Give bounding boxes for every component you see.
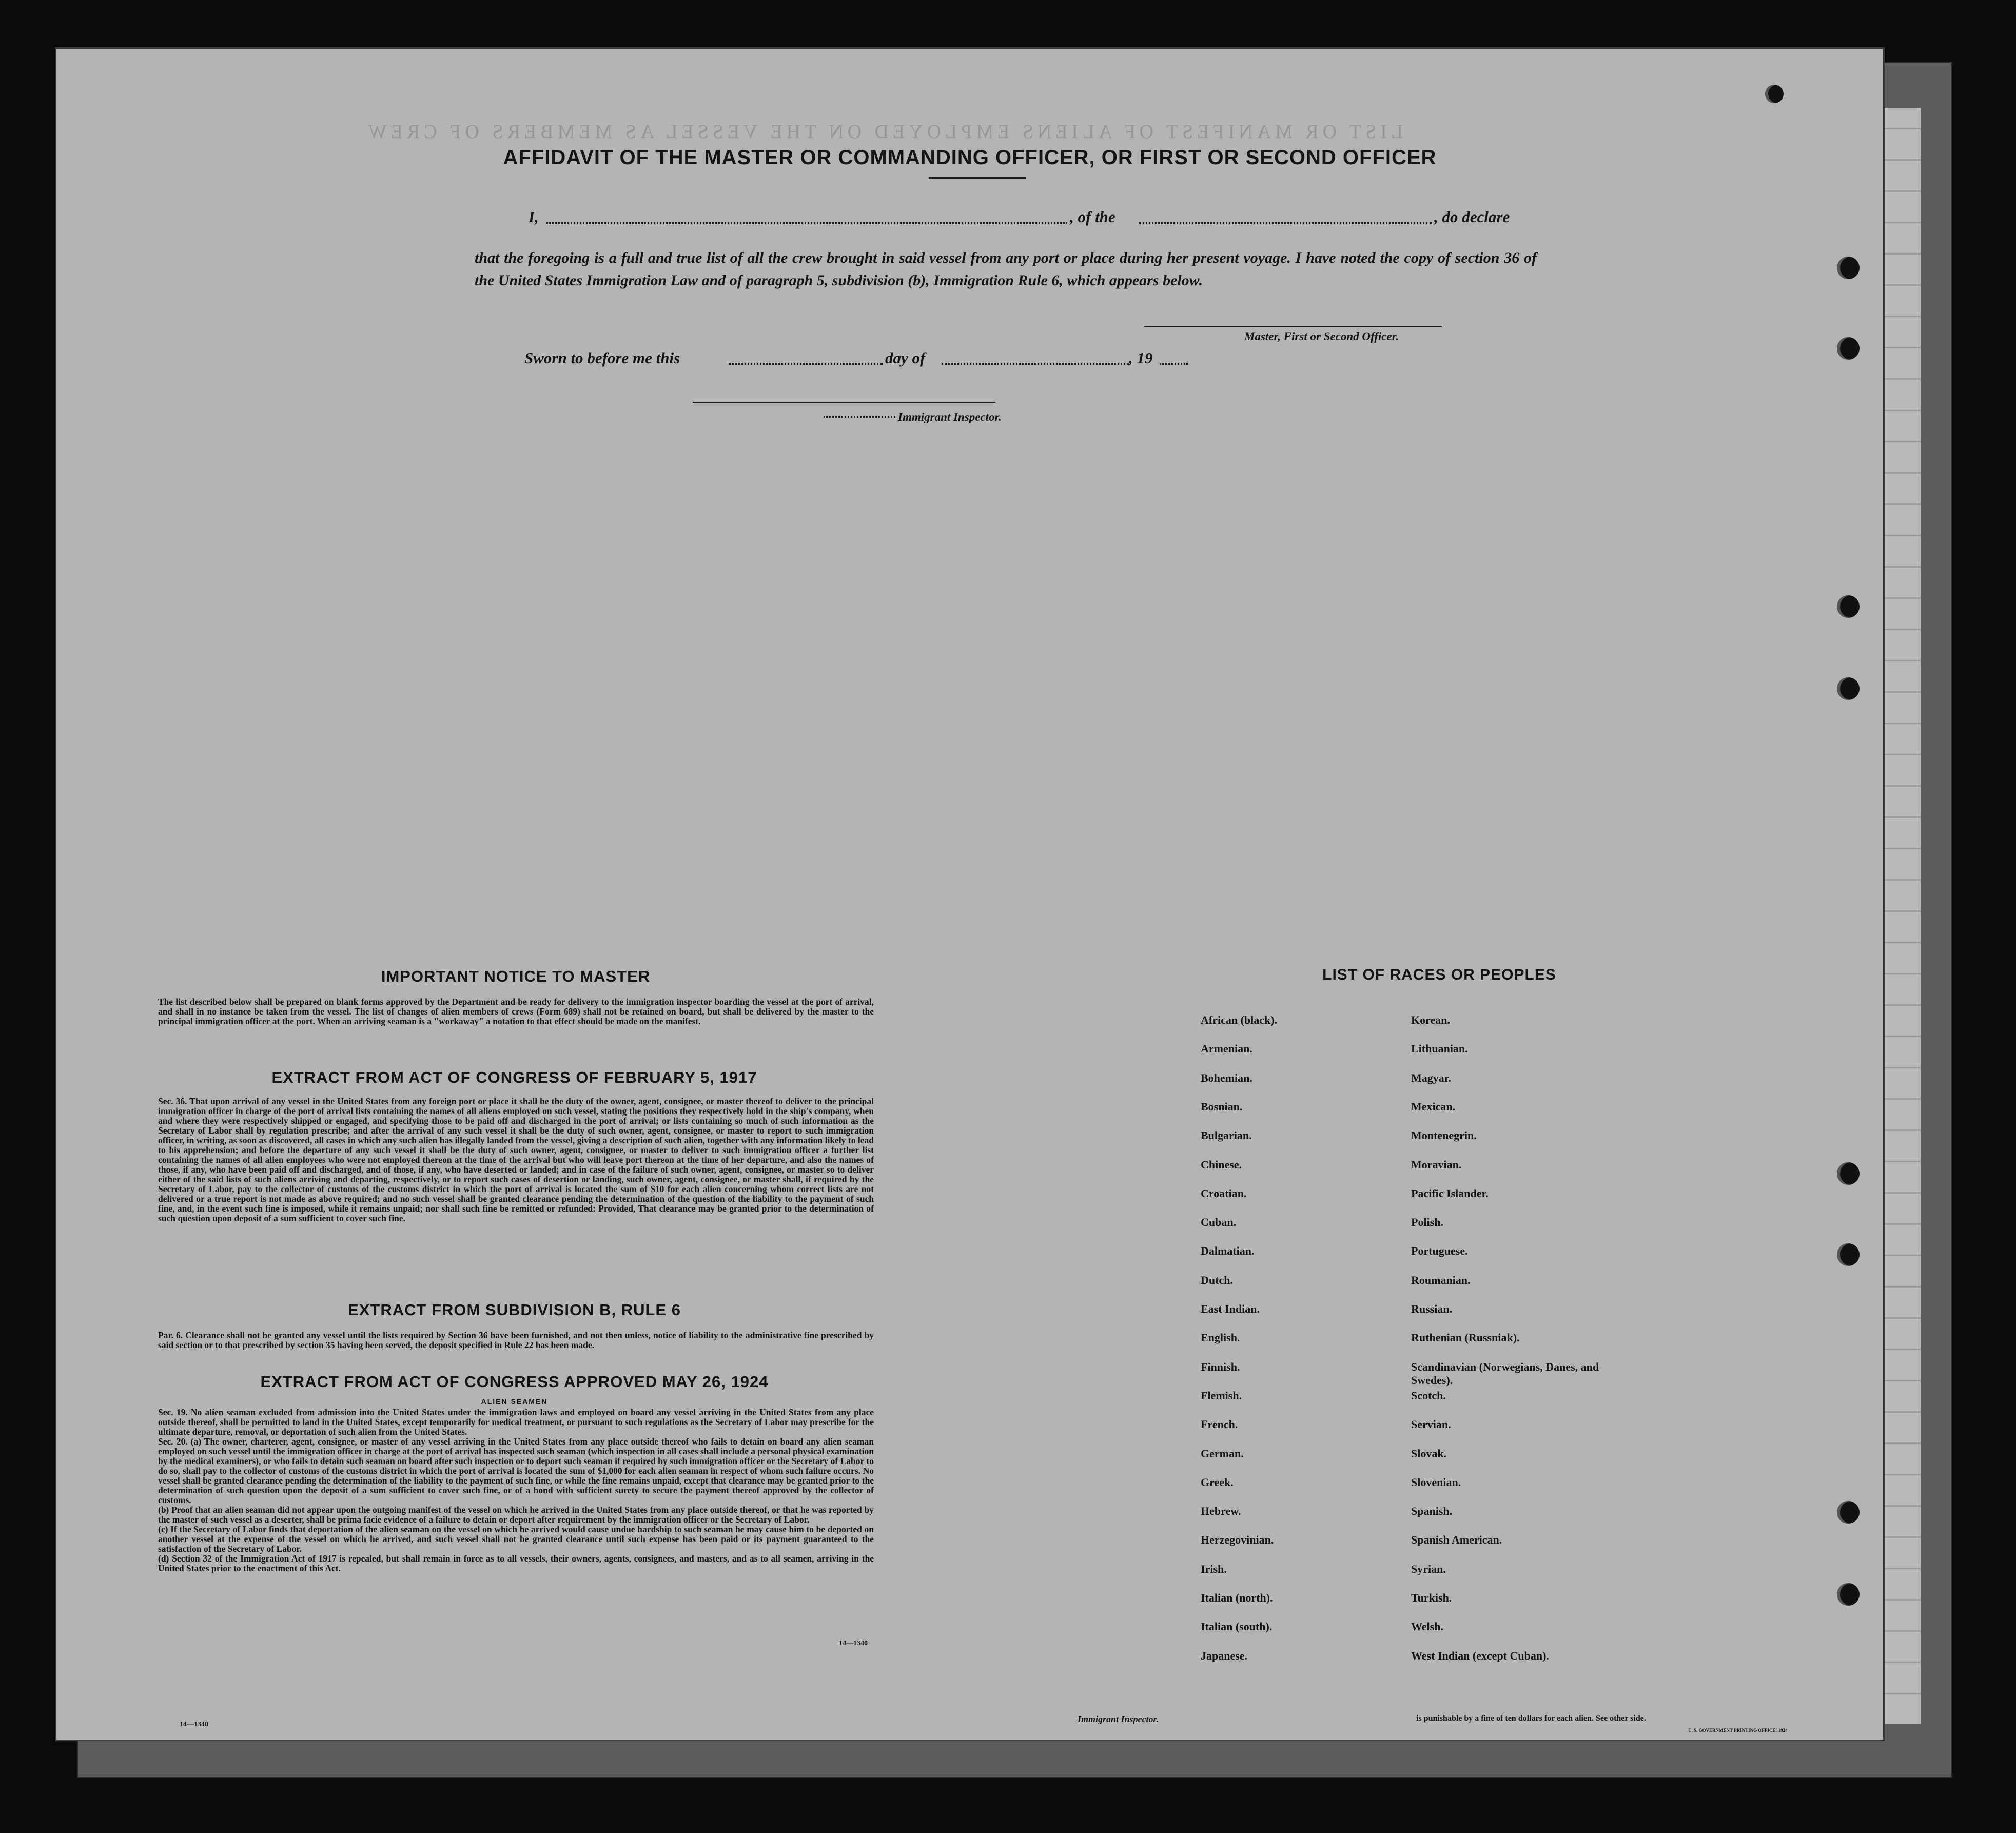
punch-hole <box>1837 257 1860 279</box>
notice-title: IMPORTANT NOTICE TO MASTER <box>381 967 651 985</box>
race-item: Montenegrin. <box>1411 1129 1477 1142</box>
affidavit-statement: that the foregoing is a full and true list of all the crew brought in said vessel from any port or place during her present voyage. I have noted the copy of section 36 of the United States Immigration Law and of paragraph 5, subdivision (b), Immigration Rule 6, which appears below. <box>475 249 1537 289</box>
sworn-label: Sworn to before me this <box>524 349 680 367</box>
punch-hole <box>1837 1162 1860 1185</box>
sworn-month-line <box>942 363 1129 365</box>
race-item: Korean. <box>1411 1013 1450 1026</box>
affidavit-declare-label: , do declare <box>1434 208 1510 226</box>
extract-1917-text: Sec. 36. That upon arrival of any vessel in the United States from any foreign port or place it shall be the duty of the owner, agent, consignee, or master thereof to deliver to the principal immigration officer in charge of the port of arrival lists containing the names of all aliens employed on such vessel, stating the positions they respectively hold in the ship's company, when and where they were respectively shipped or engaged, and specifying those to be paid off and discharged in the port of arrival; or lists containing so much of such information as the Secretary of Labor shall by regulation prescribe; and after the arrival of any such vessel it shall be the duty of such owner, agent, consignee, or master to report to such immigration officer, in writing, as soon as discovered, all cases in which any such alien has illegally landed from the vessel, giving a description of such alien, together with any information likely to lead to his apprehension; and before the departure of any such vessel it shall be the duty of such owner, agent, consignee, or master to deliver to such immigration officer a further list containing the names of all alien employees who were not employed thereon at the time of the arrival but who will leave port thereon at the time of her departure, and also the names of those, if any, who have been paid off and discharged, and of those, if any, who have deserted or landed; and in case of the failure of such owner, agent, consignee, or master so to deliver either of the said lists of such aliens arriving and departing, respectively, or to report such cases of desertion or landing, such owner, agent, consignee, or master shall, if required by the Secretary of Labor, pay to the collector of customs of the customs district in which the port of arrival is located the sum of $10 for each alien concerning whom correct lists are not delivered or a true report is not made as above required; and no such vessel shall be granted clearance pending the determination of the question of the liability to the payment of such fine, and, in the event such fine is imposed, while it remains unpaid; nor shall such fine be remitted or refunded: Provided, That clearance may be granted prior to the determination of such question upon deposit of a sum sufficient to cover such fine. <box>158 1096 874 1223</box>
race-item: African (black). <box>1201 1013 1278 1026</box>
race-item: Ruthenian (Russniak). <box>1411 1331 1520 1344</box>
race-item: Bulgarian. <box>1201 1129 1252 1142</box>
alien-seamen-subtitle: ALIEN SEAMEN <box>481 1397 548 1406</box>
footer-printing-office: U. S. GOVERNMENT PRINTING OFFICE: 1924 <box>1688 1728 1788 1733</box>
race-item: Spanish. <box>1411 1505 1453 1518</box>
race-item: Cuban. <box>1201 1216 1237 1229</box>
punch-hole <box>1837 1583 1860 1606</box>
sworn-date-line <box>729 363 883 365</box>
extract-rule6-title: EXTRACT FROM SUBDIVISION B, RULE 6 <box>348 1301 681 1319</box>
section-20b-text: (b) Proof that an alien seaman did not appear upon the outgoing manifest of the vessel on which he arrived in the United States from any place outside thereof, or that he was reported by the master of such vessel as a deserter, shall be prima facie evidence of a failure to detain or deport after requirement by the immigration officer or the Secretary of Labor. <box>158 1505 874 1525</box>
affidavit-of-the-label: , of the <box>1070 208 1115 226</box>
race-item: East Indian. <box>1201 1302 1260 1315</box>
race-item: Lithuanian. <box>1411 1042 1468 1056</box>
race-item: Slovak. <box>1411 1447 1447 1460</box>
race-item: Polish. <box>1411 1216 1443 1229</box>
race-item: Magyar. <box>1411 1071 1452 1084</box>
race-item: Welsh. <box>1411 1620 1443 1633</box>
bleed-through-manifest-heading: LIST OR MANIFEST OF ALIENS EMPLOYED ON THE VESSEL AS MEMBERS OF CREW <box>364 121 1403 143</box>
race-item: Servian. <box>1411 1418 1451 1431</box>
race-item: Flemish. <box>1201 1389 1242 1402</box>
form-number-1924: 14—1340 <box>839 1640 868 1647</box>
race-item: Turkish. <box>1411 1591 1452 1604</box>
affidavit-i-label: I, <box>529 208 539 226</box>
races-list-title: LIST OF RACES OR PEOPLES <box>1322 966 1556 983</box>
race-item: Spanish American. <box>1411 1533 1502 1547</box>
section-19-text: Sec. 19. No alien seaman excluded from admission into the United States under the immigration laws and employed on board any vessel arriving in the United States from any place outside thereof, shall be permitted to land in the United States, except temporarily for medical treatment, or pursuant to such regulations as the Secretary of Labor may prescribe for the ultimate departure, removal, or deportation of such alien from the United States. <box>158 1407 874 1437</box>
race-item: German. <box>1201 1447 1244 1460</box>
race-item: Dalmatian. <box>1201 1244 1255 1258</box>
declarant-name-line <box>546 222 1067 224</box>
race-item: Armenian. <box>1201 1042 1252 1056</box>
race-item: West Indian (except Cuban). <box>1411 1649 1549 1662</box>
race-item: Scandinavian (Norwegians, Danes, and Swedes). <box>1411 1360 1599 1387</box>
master-signature-line <box>1144 326 1442 327</box>
punch-hole <box>1837 1501 1860 1524</box>
notice-text: The list described below shall be prepared on blank forms approved by the Department and be ready for delivery to the immigration inspector boarding the vessel at the port of arrival, and shall in no instance be taken from the vessel. The list of changes of alien members of crews (Form 689) shall not be retained on board, but shall be delivered by the master to the principal immigration officer at the port. When an arriving seaman is a "workaway" a notation to that effect should be made on the manifest. <box>158 997 874 1026</box>
race-item: Irish. <box>1201 1562 1227 1575</box>
punch-hole <box>1837 595 1860 618</box>
inspector-label: Immigrant Inspector. <box>898 411 1002 423</box>
race-item: Finnish. <box>1201 1360 1240 1373</box>
race-item: Syrian. <box>1411 1562 1446 1575</box>
extract-1924-title: EXTRACT FROM ACT OF CONGRESS APPROVED MAY 26, 1924 <box>260 1373 769 1391</box>
race-item: Pacific Islander. <box>1411 1186 1489 1200</box>
vessel-name-line <box>1139 222 1432 224</box>
race-item: Portuguese. <box>1411 1244 1468 1258</box>
punch-hole <box>1837 1243 1860 1266</box>
race-item: Russian. <box>1411 1302 1453 1315</box>
section-20c-text: (c) If the Secretary of Labor finds that deportation of the alien seaman on the vessel on which he arrived would cause undue hardship to such seaman he may cause him to be deported on another vessel at the expense of the vessel on which he arrived, and such vessel shall not be granted clearance until such expense has been paid or its payment guaranteed to the satisfaction of the Secretary of Labor. <box>158 1524 874 1554</box>
race-item: Japanese. <box>1201 1649 1248 1662</box>
race-item: Chinese. <box>1201 1158 1242 1171</box>
affidavit-title: AFFIDAVIT OF THE MASTER OR COMMANDING OFFICER, OR FIRST OR SECOND OFFICER <box>503 146 1437 169</box>
year-prefix-label: , 19 <box>1129 349 1153 367</box>
punch-hole <box>1765 85 1784 103</box>
punch-hole <box>1837 337 1860 360</box>
extract-rule6-text: Par. 6. Clearance shall not be granted any vessel until the lists required by Section 36 have been furnished, and not then unless, notice of liability to the administrative fine prescribed by said section or to that prescribed by section 35 having been served, the deposit specified in Rule 22 has been made. <box>158 1330 874 1350</box>
race-item: Bohemian. <box>1201 1071 1252 1084</box>
inspector-dotted-line <box>824 416 895 418</box>
race-item: Scotch. <box>1411 1389 1446 1402</box>
race-item: Italian (south). <box>1201 1620 1273 1633</box>
race-item: Hebrew. <box>1201 1505 1241 1518</box>
footer-form-number: 14—1340 <box>180 1721 208 1728</box>
extract-1924-body <box>158 1408 874 1573</box>
footer-inspector-label: Immigrant Inspector. <box>1078 1714 1159 1724</box>
race-item: Bosnian. <box>1201 1100 1243 1113</box>
race-item: English. <box>1201 1331 1240 1344</box>
race-item: Dutch. <box>1201 1273 1233 1286</box>
manifest-form-page <box>56 49 1883 1740</box>
race-item: Herzegovinian. <box>1201 1533 1274 1547</box>
sworn-year-line <box>1160 363 1188 365</box>
footer-fine-note: is punishable by a fine of ten dollars for each alien. See other side. <box>1416 1714 1646 1723</box>
punch-hole <box>1837 677 1860 700</box>
race-item: Roumanian. <box>1411 1273 1471 1286</box>
title-underline <box>929 177 1026 179</box>
section-20d-text: (d) Section 32 of the Immigration Act of 1917 is repealed, but shall remain in force as to all vessels, their owners, agents, consignees, and masters, and as to all seamen, arriving in the United States prior to the enactment of this Act. <box>158 1553 874 1573</box>
race-item: Mexican. <box>1411 1100 1456 1113</box>
extract-1917-title: EXTRACT FROM ACT OF CONGRESS OF FEBRUARY 5, 1917 <box>271 1068 757 1086</box>
inspector-signature-line <box>693 402 995 403</box>
day-of-label: day of <box>885 349 926 367</box>
race-item: Croatian. <box>1201 1186 1247 1200</box>
race-item: Italian (north). <box>1201 1591 1273 1604</box>
master-signature-label: Master, First or Second Officer. <box>1244 330 1399 343</box>
race-item: French. <box>1201 1418 1238 1431</box>
race-item: Greek. <box>1201 1475 1234 1489</box>
section-20a-text: Sec. 20. (a) The owner, charterer, agent, consignee, or master of any vessel arriving in the United States from any place outside thereof who fails to detain on board any alien seaman employed on such vessel until the immigration officer in charge at the port of arrival has inspected such seaman (which inspection in all cases shall include a personal physical examination by the medical examiners), or who fails to detain such seaman on board after such inspection or to deport such seaman if required by such immigration officer or the Secretary of Labor to do so, shall pay to the collector of customs of the customs district in which the port of arrival is located the sum of $1,000 for each alien seaman in respect of whom such failure occurs. No vessel shall be granted clearance pending the determination of the liability to the payment of such fine, or while the fine remains unpaid, except that clearance may be granted prior to the determination of such question upon the deposit of a sum sufficient to cover such fine, or of a bond with sufficient surety to secure the payment thereof approved by the collector of customs. <box>158 1436 874 1505</box>
race-item: Moravian. <box>1411 1158 1462 1171</box>
race-item: Slovenian. <box>1411 1475 1461 1489</box>
